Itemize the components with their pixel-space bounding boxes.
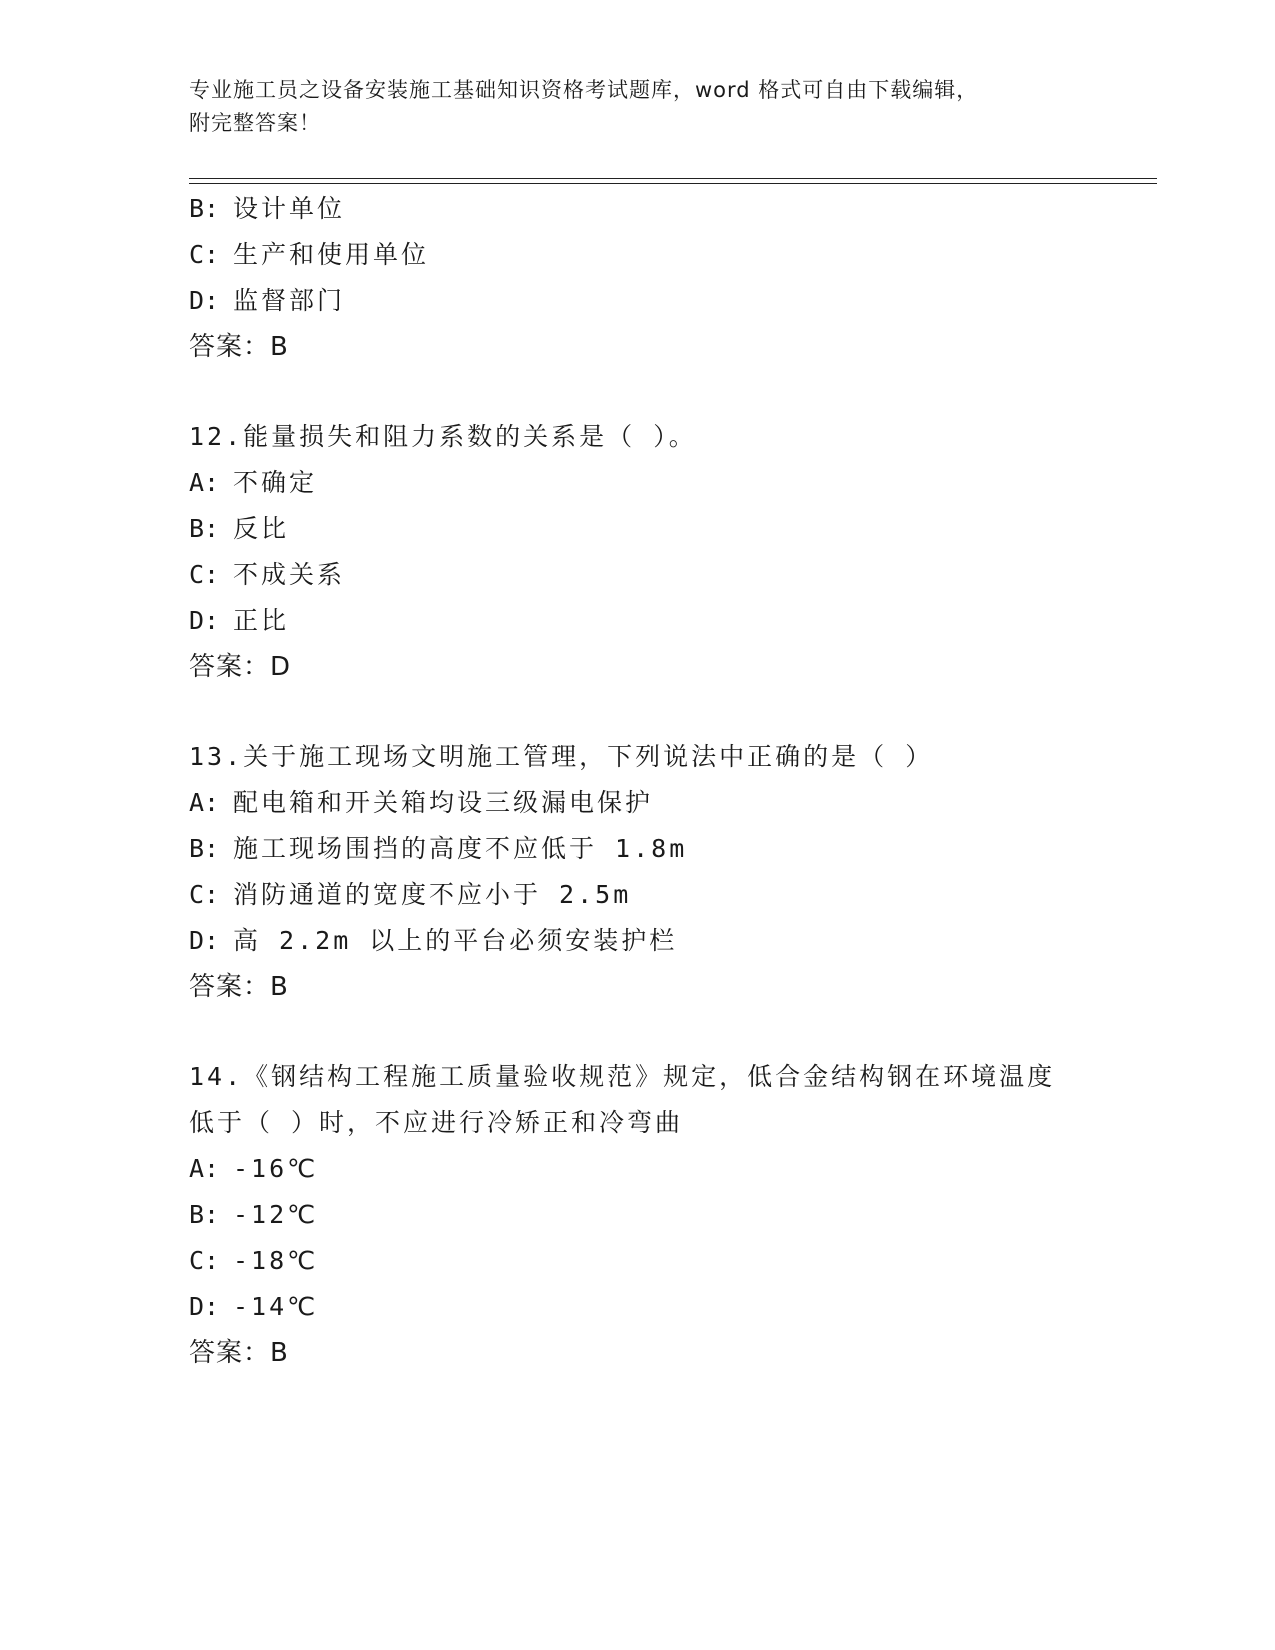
option-label: B: bbox=[189, 514, 220, 543]
option-label: A: bbox=[189, 788, 220, 817]
option-label: A: bbox=[189, 1154, 220, 1183]
option-label: D: bbox=[189, 1292, 220, 1321]
option-text: 不成关系 bbox=[233, 560, 346, 589]
option-text: 高 2.2m 以上的平台必须安装护栏 bbox=[233, 926, 678, 955]
question-text-line-1: 14.《钢结构工程施工质量验收规范》规定，低合金结构钢在环境温度 bbox=[189, 1062, 1056, 1091]
header-divider-bottom bbox=[189, 183, 1157, 184]
spacer bbox=[189, 690, 1149, 734]
option-label: B: bbox=[189, 1200, 220, 1229]
option-text: -16℃ bbox=[233, 1154, 319, 1183]
option-c bbox=[189, 872, 1149, 918]
option-label: B: bbox=[189, 194, 220, 223]
question-list bbox=[189, 186, 1149, 1376]
answer-line: 答案：B bbox=[189, 332, 289, 362]
option-text: 监督部门 bbox=[233, 286, 346, 315]
option-c bbox=[189, 232, 1149, 278]
option-c bbox=[189, 552, 1149, 598]
option-text: 反比 bbox=[233, 514, 290, 543]
option-a bbox=[189, 780, 1149, 826]
question-12 bbox=[189, 414, 1149, 690]
answer-line: 答案：B bbox=[189, 1338, 289, 1368]
option-text: 正比 bbox=[233, 606, 290, 635]
option-text: -12℃ bbox=[233, 1200, 319, 1229]
answer-line: 答案：B bbox=[189, 972, 289, 1002]
header-line-2: 附完整答案！ bbox=[189, 111, 321, 135]
question-text-line-2: 低于（ ）时，不应进行冷矫正和冷弯曲 bbox=[189, 1108, 684, 1137]
option-a bbox=[189, 460, 1149, 506]
option-text: 设计单位 bbox=[233, 194, 346, 223]
option-label: C: bbox=[189, 880, 220, 909]
option-b bbox=[189, 506, 1149, 552]
question-text: 12.能量损失和阻力系数的关系是（ ）。 bbox=[189, 422, 697, 451]
option-d bbox=[189, 598, 1149, 644]
option-label: D: bbox=[189, 926, 220, 955]
question-11-tail bbox=[189, 186, 1149, 370]
spacer bbox=[189, 1010, 1149, 1054]
question-13 bbox=[189, 734, 1149, 1010]
answer-line: 答案：D bbox=[189, 652, 292, 682]
question-14 bbox=[189, 1054, 1149, 1376]
option-d bbox=[189, 278, 1149, 324]
option-text: 消防通道的宽度不应小于 2.5m bbox=[233, 880, 632, 909]
option-label: D: bbox=[189, 606, 220, 635]
header-divider-top bbox=[189, 178, 1157, 179]
option-label: C: bbox=[189, 560, 220, 589]
option-b bbox=[189, 1192, 1149, 1238]
option-b bbox=[189, 826, 1149, 872]
document-header bbox=[189, 74, 1089, 140]
option-c bbox=[189, 1238, 1149, 1284]
option-text: 不确定 bbox=[233, 468, 318, 497]
option-label: C: bbox=[189, 240, 220, 269]
option-label: D: bbox=[189, 286, 220, 315]
option-text: 生产和使用单位 bbox=[233, 240, 430, 269]
option-label: A: bbox=[189, 468, 220, 497]
question-text: 13.关于施工现场文明施工管理，下列说法中正确的是（ ） bbox=[189, 742, 934, 771]
option-text: -14℃ bbox=[233, 1292, 319, 1321]
option-label: B: bbox=[189, 834, 220, 863]
option-d bbox=[189, 1284, 1149, 1330]
spacer bbox=[189, 370, 1149, 414]
header-line-1: 专业施工员之设备安装施工基础知识资格考试题库，word 格式可自由下载编辑， bbox=[189, 78, 979, 102]
option-text: 配电箱和开关箱均设三级漏电保护 bbox=[233, 788, 654, 817]
option-a bbox=[189, 1146, 1149, 1192]
option-text: 施工现场围挡的高度不应低于 1.8m bbox=[233, 834, 688, 863]
option-text: -18℃ bbox=[233, 1246, 319, 1275]
option-b bbox=[189, 186, 1149, 232]
option-label: C: bbox=[189, 1246, 220, 1275]
option-d bbox=[189, 918, 1149, 964]
